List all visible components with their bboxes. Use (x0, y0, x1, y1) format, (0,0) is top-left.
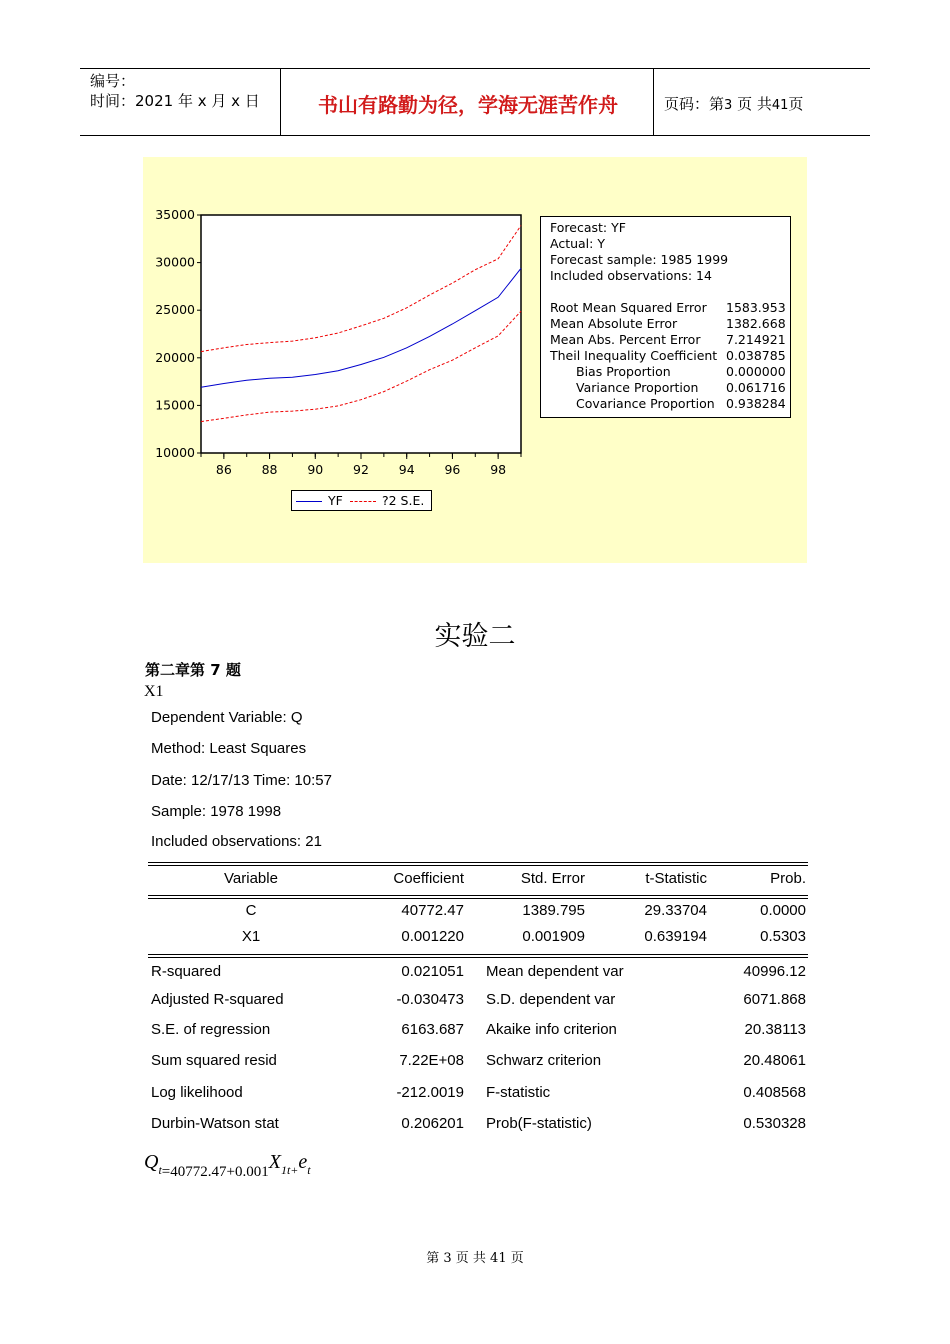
header-page-current: 3 (724, 98, 733, 113)
header-page-total: 41 (771, 98, 789, 113)
stats-line: Forecast: YF (550, 220, 626, 235)
table-header: Prob. (770, 870, 806, 887)
stats-metric: Root Mean Squared Error 1583.953 (550, 300, 786, 315)
y-tick-label: 20000 (155, 349, 195, 365)
header-date: 时间：2021 年 x 月 x 日 (90, 92, 260, 110)
stats-metric: Mean Absolute Error 1382.668 (550, 316, 786, 331)
table-rule (148, 862, 808, 863)
table-header: Std. Error (520, 870, 585, 887)
y-tick-label: 15000 (155, 397, 195, 413)
y-tick-label: 25000 (155, 302, 195, 318)
x-tick-label: 92 (353, 462, 369, 477)
table-rule (148, 895, 808, 896)
stats-metric: Theil Inequality Coefficient 0.038785 (550, 348, 786, 363)
stats-line: Forecast sample: 1985 1999 (550, 252, 729, 267)
forecast-stats-box (540, 216, 791, 418)
table-header: t-Statistic (645, 870, 707, 887)
table-rule (148, 954, 808, 955)
header-page-info: 页码：第3 页 共41页 (664, 95, 804, 113)
legend-swatch (296, 501, 322, 502)
x-tick-label: 86 (215, 462, 232, 477)
table-rule (148, 957, 808, 958)
section-title: 实验二 (434, 621, 516, 652)
header-motto: 书山有路勤为径，学海无涯苦作舟 (318, 92, 618, 117)
page-header (80, 68, 870, 136)
legend-item-yf: YF (296, 493, 343, 508)
x-tick-label: 94 (398, 462, 415, 477)
variable-label: X1 (144, 683, 164, 700)
regression-equation: $Q_t=40772.47+0.001X_{1t+}e_t$ (144, 1151, 311, 1180)
stats-line: Actual: Y (550, 236, 605, 251)
table-rule (148, 898, 808, 899)
y-tick-label: 35000 (155, 207, 195, 222)
y-tick-label: 10000 (155, 445, 195, 460)
x-tick-label: 88 (261, 462, 278, 477)
regression-meta: Dependent Variable: Q (151, 709, 303, 726)
x-tick-label: 98 (490, 462, 507, 477)
y-tick-label: 30000 (155, 254, 195, 270)
regression-meta: Date: 12/17/13 Time: 10:57 (151, 772, 332, 789)
header-number: 编号： (90, 72, 136, 90)
header-info (90, 71, 260, 111)
regression-meta: Sample: 1978 1998 (151, 803, 282, 820)
chapter-label: 第二章第 7 题 (145, 661, 241, 679)
stats-metric: Bias Proportion 0.000000 (576, 364, 786, 379)
chart-legend (291, 490, 432, 511)
table-header: Variable (224, 870, 278, 887)
x-tick-label: 90 (307, 462, 324, 477)
regression-meta: Included observations: 21 (151, 833, 322, 850)
stats-line: Included observations: 14 (550, 268, 712, 283)
stats-metric: Covariance Proportion 0.938284 (576, 396, 786, 411)
table-header: Coefficient (393, 870, 464, 887)
forecast-chart-panel (143, 157, 807, 563)
header-divider (280, 69, 281, 135)
x-tick-label: 96 (444, 462, 461, 477)
regression-meta: Method: Least Squares (151, 740, 307, 757)
table-rule (148, 865, 808, 866)
stats-metric: Variance Proportion 0.061716 (576, 380, 786, 395)
stats-metric: Mean Abs. Percent Error 7.214921 (550, 332, 786, 347)
legend-swatch (350, 501, 376, 502)
legend-item-se: ?2 S.E. (350, 493, 424, 508)
plot-area (201, 215, 521, 453)
page-footer: 第 3 页 共 41 页 (426, 1251, 524, 1266)
